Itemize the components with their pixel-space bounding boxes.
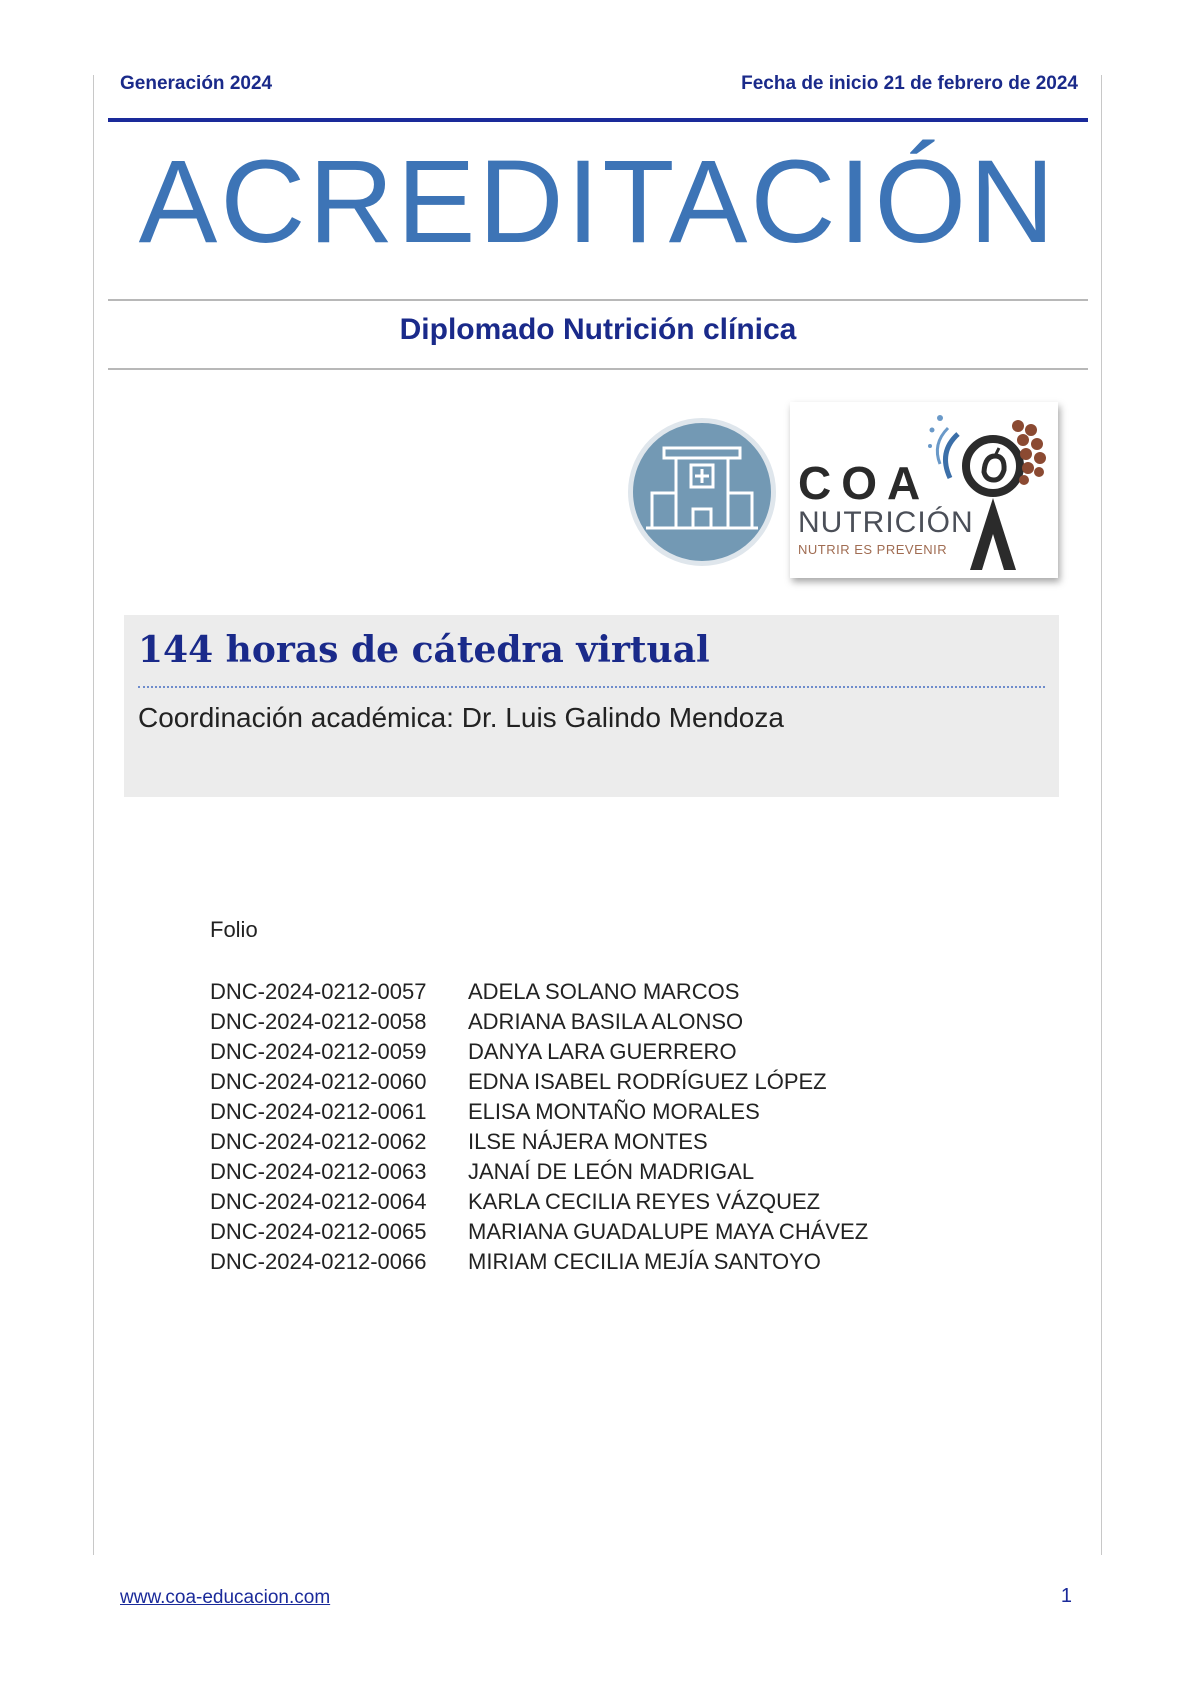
folio-row	[210, 1247, 868, 1277]
start-date-label: Fecha de inicio 21 de febrero de 2024	[741, 73, 1078, 94]
coordination-text: Coordinación académica: Dr. Luis Galindo Mendoza	[138, 702, 784, 733]
student-name: MARIANA GUADALUPE MAYA CHÁVEZ	[468, 1219, 869, 1244]
folio-row	[210, 977, 868, 1007]
course-subtitle: Diplomado Nutrición clínica	[399, 313, 797, 346]
folio-code: DNC-2024-0212-0066	[210, 1249, 427, 1274]
folio-label: Folio	[210, 917, 258, 942]
logo-brand-text: COA	[798, 457, 931, 509]
student-name: KARLA CECILIA REYES VÁZQUEZ	[468, 1189, 821, 1214]
folio-list	[210, 977, 868, 1277]
folio-row	[210, 1037, 868, 1067]
hospital-icon	[628, 418, 776, 566]
folio-code: DNC-2024-0212-0058	[210, 1009, 427, 1034]
student-name: DANYA LARA GUERRERO	[468, 1039, 737, 1064]
student-name: ILSE NÁJERA MONTES	[468, 1129, 708, 1154]
student-name: JANAÍ DE LEÓN MADRIGAL	[468, 1159, 755, 1184]
hours-heading: 144 horas de cátedra virtual	[138, 629, 710, 671]
right-margin-line	[1101, 75, 1102, 1555]
info-panel	[124, 615, 1059, 797]
folio-row	[210, 1127, 868, 1157]
logo-tagline-text: NUTRIR ES PREVENIR	[798, 542, 948, 557]
folio-code: DNC-2024-0212-0062	[210, 1129, 427, 1154]
page-number: 1	[1060, 1585, 1072, 1607]
student-name: EDNA ISABEL RODRÍGUEZ LÓPEZ	[468, 1069, 827, 1094]
subtitle-top-divider	[108, 299, 1088, 301]
logo-name-text: NUTRICIÓN	[798, 506, 974, 539]
folio-row	[210, 1097, 868, 1127]
folio-code: DNC-2024-0212-0057	[210, 979, 427, 1004]
folio-row	[210, 1067, 868, 1097]
folio-row	[210, 1217, 868, 1247]
dotted-divider	[138, 686, 1045, 688]
folio-code: DNC-2024-0212-0064	[210, 1189, 427, 1214]
student-name: ADELA SOLANO MARCOS	[468, 979, 740, 1004]
student-name: ELISA MONTAÑO MORALES	[468, 1099, 760, 1124]
folio-code: DNC-2024-0212-0059	[210, 1039, 427, 1064]
folio-code: DNC-2024-0212-0061	[210, 1099, 427, 1124]
student-name: ADRIANA BASILA ALONSO	[468, 1009, 744, 1034]
folio-row	[210, 1007, 868, 1037]
coa-nutricion-logo	[790, 402, 1058, 578]
website-link[interactable]: www.coa-educacion.com	[120, 1587, 331, 1608]
subtitle-bottom-divider	[108, 368, 1088, 370]
generation-label: Generación 2024	[120, 73, 273, 94]
folio-code: DNC-2024-0212-0060	[210, 1069, 427, 1094]
header-divider	[108, 118, 1088, 122]
folio-code: DNC-2024-0212-0063	[210, 1159, 427, 1184]
logo-figure-icon	[918, 408, 1056, 576]
left-margin-line	[93, 75, 94, 1555]
student-name: MIRIAM CECILIA MEJÍA SANTOYO	[468, 1249, 821, 1274]
folio-code: DNC-2024-0212-0065	[210, 1219, 427, 1244]
folio-row	[210, 1187, 868, 1217]
page-title: ACREDITACIÓN	[138, 136, 1058, 268]
folio-row	[210, 1157, 868, 1187]
